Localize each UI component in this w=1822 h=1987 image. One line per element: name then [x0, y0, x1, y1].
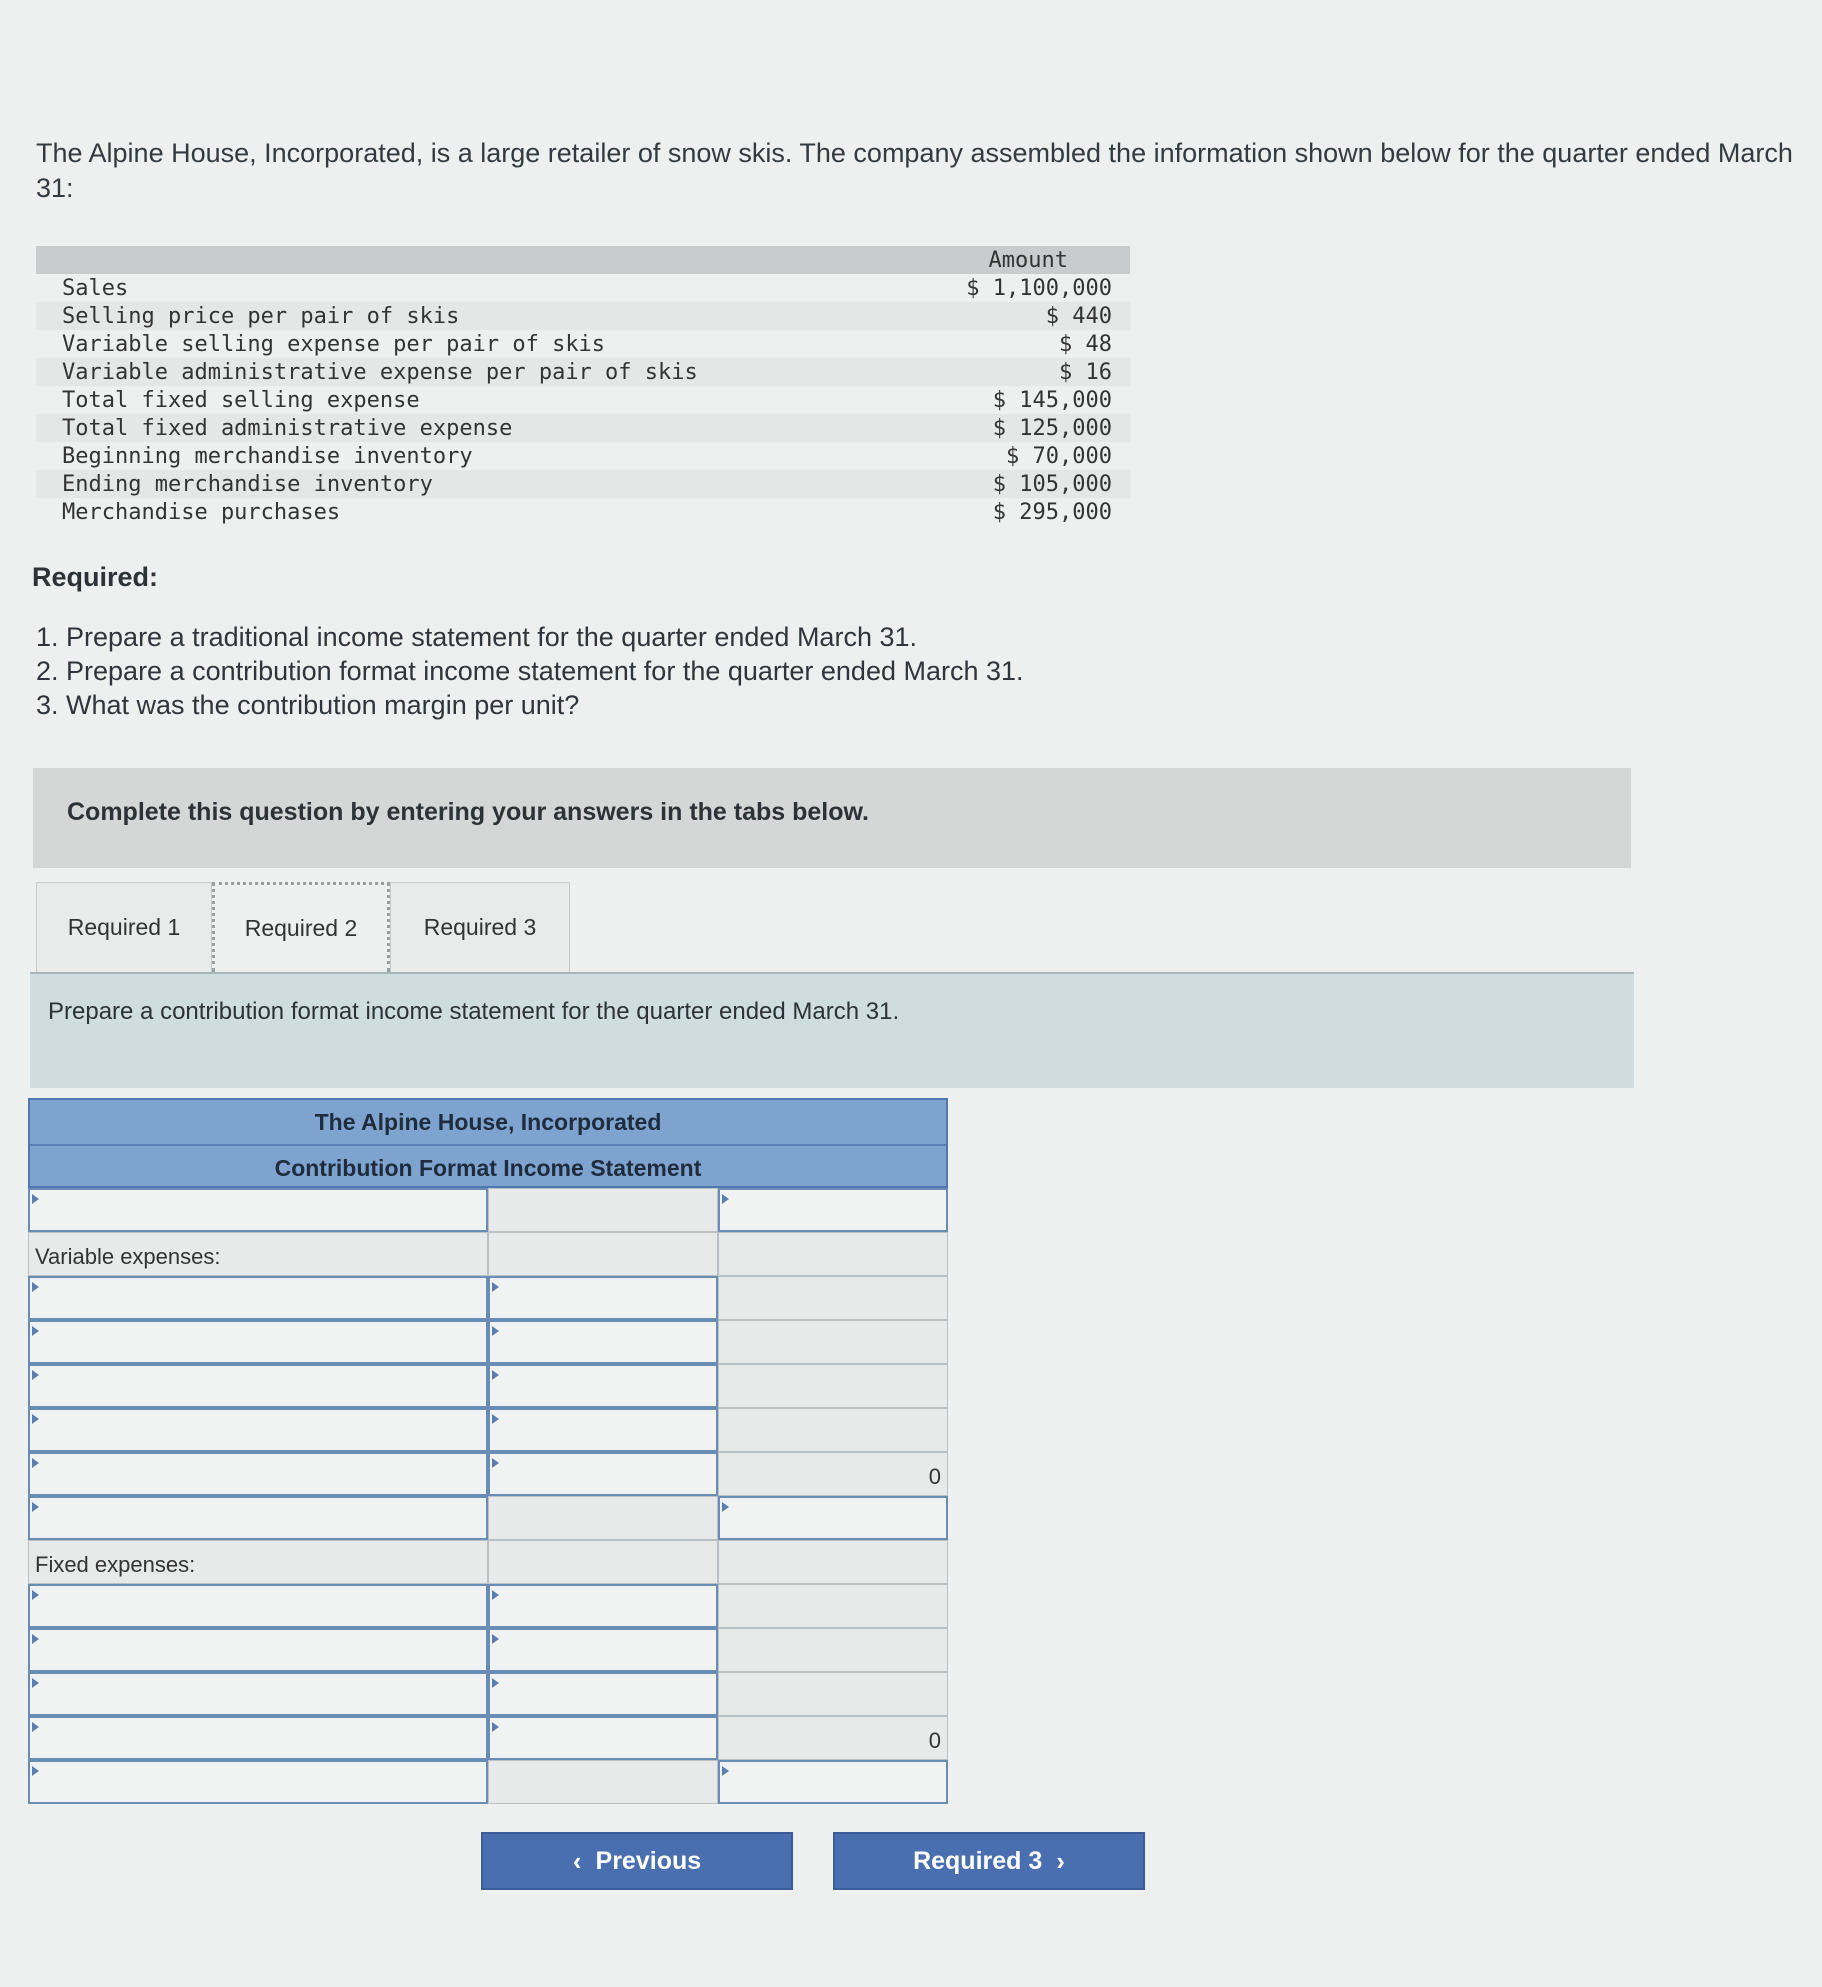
- row-amount: $ 105,000: [992, 472, 1112, 497]
- table-row: [36, 330, 1130, 358]
- amount-input[interactable]: [488, 1408, 718, 1452]
- table-row: [28, 1628, 948, 1672]
- row-label: Variable selling expense per pair of skis: [62, 332, 606, 357]
- row-amount: $ 1,100,000: [966, 276, 1112, 301]
- required-item: 2. Prepare a contribution format income statement for the quarter ended March 31.: [36, 656, 1024, 686]
- label-cell: [28, 1540, 488, 1584]
- amount-input[interactable]: [488, 1320, 718, 1364]
- tab-required-2[interactable]: Required 2: [212, 882, 390, 972]
- table-row: [28, 1716, 948, 1760]
- label-input[interactable]: [28, 1320, 488, 1364]
- table-row: [28, 1364, 948, 1408]
- amount-cell: [718, 1672, 948, 1716]
- label-input[interactable]: [28, 1408, 488, 1452]
- given-header: [36, 246, 1130, 274]
- table-row: [28, 1320, 948, 1364]
- required-title: Required:: [32, 562, 159, 592]
- row-label: Merchandise purchases: [62, 500, 341, 525]
- amount-cell: [718, 1628, 948, 1672]
- variable-expenses-label: Variable expenses:: [35, 1244, 221, 1269]
- table-row: [36, 386, 1130, 414]
- label-input[interactable]: [28, 1496, 488, 1540]
- table-row: [28, 1408, 948, 1452]
- table-row: [28, 1540, 948, 1584]
- label-input[interactable]: [28, 1584, 488, 1628]
- amount-input[interactable]: [718, 1760, 948, 1804]
- table-row: [36, 442, 1130, 470]
- amount-cell: [718, 1320, 948, 1364]
- given-data-table: [36, 246, 1130, 526]
- chevron-left-icon: ‹: [572, 1845, 582, 1876]
- amount-cell: [488, 1188, 718, 1232]
- required-list: [36, 620, 1024, 722]
- table-row: [28, 1496, 948, 1540]
- row-amount: $ 440: [1045, 304, 1112, 329]
- variable-total-value: 0: [928, 1464, 941, 1489]
- table-row: [36, 470, 1130, 498]
- statement-grid: [28, 1188, 948, 1804]
- amount-cell: [488, 1232, 718, 1276]
- fixed-expenses-label: Fixed expenses:: [35, 1552, 196, 1577]
- table-row: [28, 1232, 948, 1276]
- amount-input[interactable]: [488, 1452, 718, 1496]
- amount-cell: [718, 1408, 948, 1452]
- row-label: Total fixed administrative expense: [62, 416, 513, 441]
- table-row: [28, 1276, 948, 1320]
- required-item: 3. What was the contribution margin per unit?: [36, 690, 580, 720]
- row-label: Sales: [62, 276, 129, 301]
- label-input[interactable]: [28, 1760, 488, 1804]
- statement-title: Contribution Format Income Statement: [30, 1144, 946, 1190]
- amount-input[interactable]: [488, 1584, 718, 1628]
- amount-input[interactable]: [488, 1628, 718, 1672]
- table-row: [28, 1672, 948, 1716]
- complete-text: Complete this question by entering your answers in the tabs below.: [67, 798, 869, 826]
- instruction-text: Prepare a contribution format income statement for the quarter ended March 31.: [48, 998, 900, 1025]
- row-label: Beginning merchandise inventory: [62, 444, 473, 469]
- label-input[interactable]: [28, 1452, 488, 1496]
- row-amount: $ 16: [1059, 360, 1112, 385]
- table-row: [28, 1760, 948, 1804]
- amount-input[interactable]: [718, 1188, 948, 1232]
- income-statement: [28, 1098, 948, 1804]
- table-row: [36, 302, 1130, 330]
- row-amount: $ 295,000: [992, 500, 1112, 525]
- amount-input[interactable]: [488, 1716, 718, 1760]
- amount-cell: [718, 1584, 948, 1628]
- problem-intro: The Alpine House, Incorporated, is a large retailer of snow skis. The company assembled the information shown below for the quarter ended March 31:: [36, 138, 1793, 203]
- amount-cell: [718, 1276, 948, 1320]
- row-amount: $ 48: [1059, 332, 1112, 357]
- row-label: Selling price per pair of skis: [62, 304, 460, 329]
- table-row: [28, 1584, 948, 1628]
- table-row: [28, 1188, 948, 1232]
- label-cell: [28, 1232, 488, 1276]
- fixed-total-value: 0: [928, 1728, 941, 1753]
- amount-cell: [718, 1232, 948, 1276]
- row-amount: $ 70,000: [1006, 444, 1112, 469]
- amount-input[interactable]: [718, 1496, 948, 1540]
- statement-header: [28, 1098, 948, 1188]
- row-label: Variable administrative expense per pair of skis: [62, 360, 698, 385]
- previous-button[interactable]: [481, 1832, 793, 1890]
- amount-cell: [488, 1540, 718, 1584]
- amount-cell: [488, 1760, 718, 1804]
- previous-button-label: Previous: [595, 1846, 702, 1875]
- amount-cell: [718, 1364, 948, 1408]
- amount-cell: [718, 1540, 948, 1584]
- amount-input[interactable]: [488, 1364, 718, 1408]
- row-amount: $ 125,000: [992, 416, 1112, 441]
- label-input[interactable]: [28, 1716, 488, 1760]
- company-name: The Alpine House, Incorporated: [314, 1109, 662, 1135]
- row-label: Total fixed selling expense: [62, 388, 420, 413]
- table-row: [36, 498, 1130, 526]
- instruction-panel: [30, 972, 1634, 1088]
- label-input[interactable]: [28, 1276, 488, 1320]
- table-row: [36, 358, 1130, 386]
- table-row: [36, 274, 1130, 302]
- label-input[interactable]: [28, 1188, 488, 1232]
- row-label: Ending merchandise inventory: [62, 472, 433, 497]
- label-input[interactable]: [28, 1628, 488, 1672]
- amount-cell: [488, 1496, 718, 1540]
- amount-input[interactable]: [488, 1276, 718, 1320]
- amount-cell: [718, 1716, 948, 1760]
- tab-required-1[interactable]: Required 1: [36, 882, 212, 972]
- amount-header: Amount: [988, 248, 1068, 273]
- next-button[interactable]: [833, 1832, 1145, 1890]
- tab-required-3[interactable]: Required 3: [390, 882, 570, 972]
- amount-input[interactable]: [488, 1672, 718, 1716]
- label-input[interactable]: [28, 1672, 488, 1716]
- table-row: [36, 414, 1130, 442]
- next-button-label: Required 3: [913, 1846, 1043, 1875]
- required-item: 1. Prepare a traditional income statement for the quarter ended March 31.: [36, 622, 917, 652]
- chevron-right-icon: ›: [1056, 1845, 1065, 1876]
- label-input[interactable]: [28, 1364, 488, 1408]
- row-amount: $ 145,000: [992, 388, 1112, 413]
- amount-cell: [718, 1452, 948, 1496]
- complete-banner: [33, 768, 1631, 868]
- table-row: [28, 1452, 948, 1496]
